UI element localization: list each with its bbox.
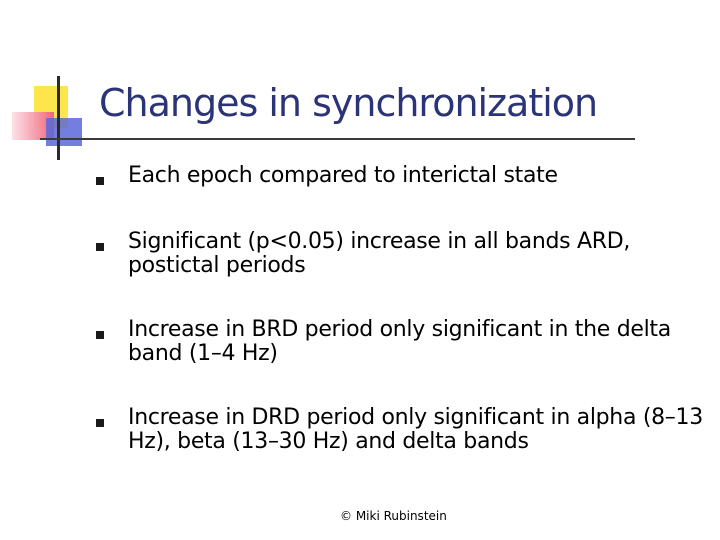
square-bullet-icon bbox=[96, 331, 104, 339]
bullet-text: Increase in BRD period only significant in the delta band (1–4 Hz) bbox=[128, 317, 671, 366]
bullet-text: Significant (p<0.05) increase in all bands ARD, postictal periods bbox=[128, 229, 631, 278]
bullet-item bbox=[96, 406, 706, 454]
footer-copyright: © Miki Rubinstein bbox=[340, 509, 447, 523]
square-bullet-icon bbox=[96, 419, 104, 427]
title-ornament-vertical-line bbox=[57, 76, 60, 160]
bullet-item bbox=[96, 164, 706, 188]
square-bullet-icon bbox=[96, 177, 104, 185]
bullet-item bbox=[96, 230, 706, 278]
bullet-text: Each epoch compared to interictal state bbox=[128, 163, 558, 188]
square-bullet-icon bbox=[96, 243, 104, 251]
title-ornament-blue-square bbox=[46, 118, 82, 146]
bullet-item bbox=[96, 318, 706, 366]
bullet-text: Increase in DRD period only significant in alpha (8–13 Hz), beta (13–30 Hz) and delta bands bbox=[128, 405, 703, 454]
slide-title: Changes in synchronization bbox=[99, 81, 598, 125]
title-underline bbox=[40, 138, 635, 140]
